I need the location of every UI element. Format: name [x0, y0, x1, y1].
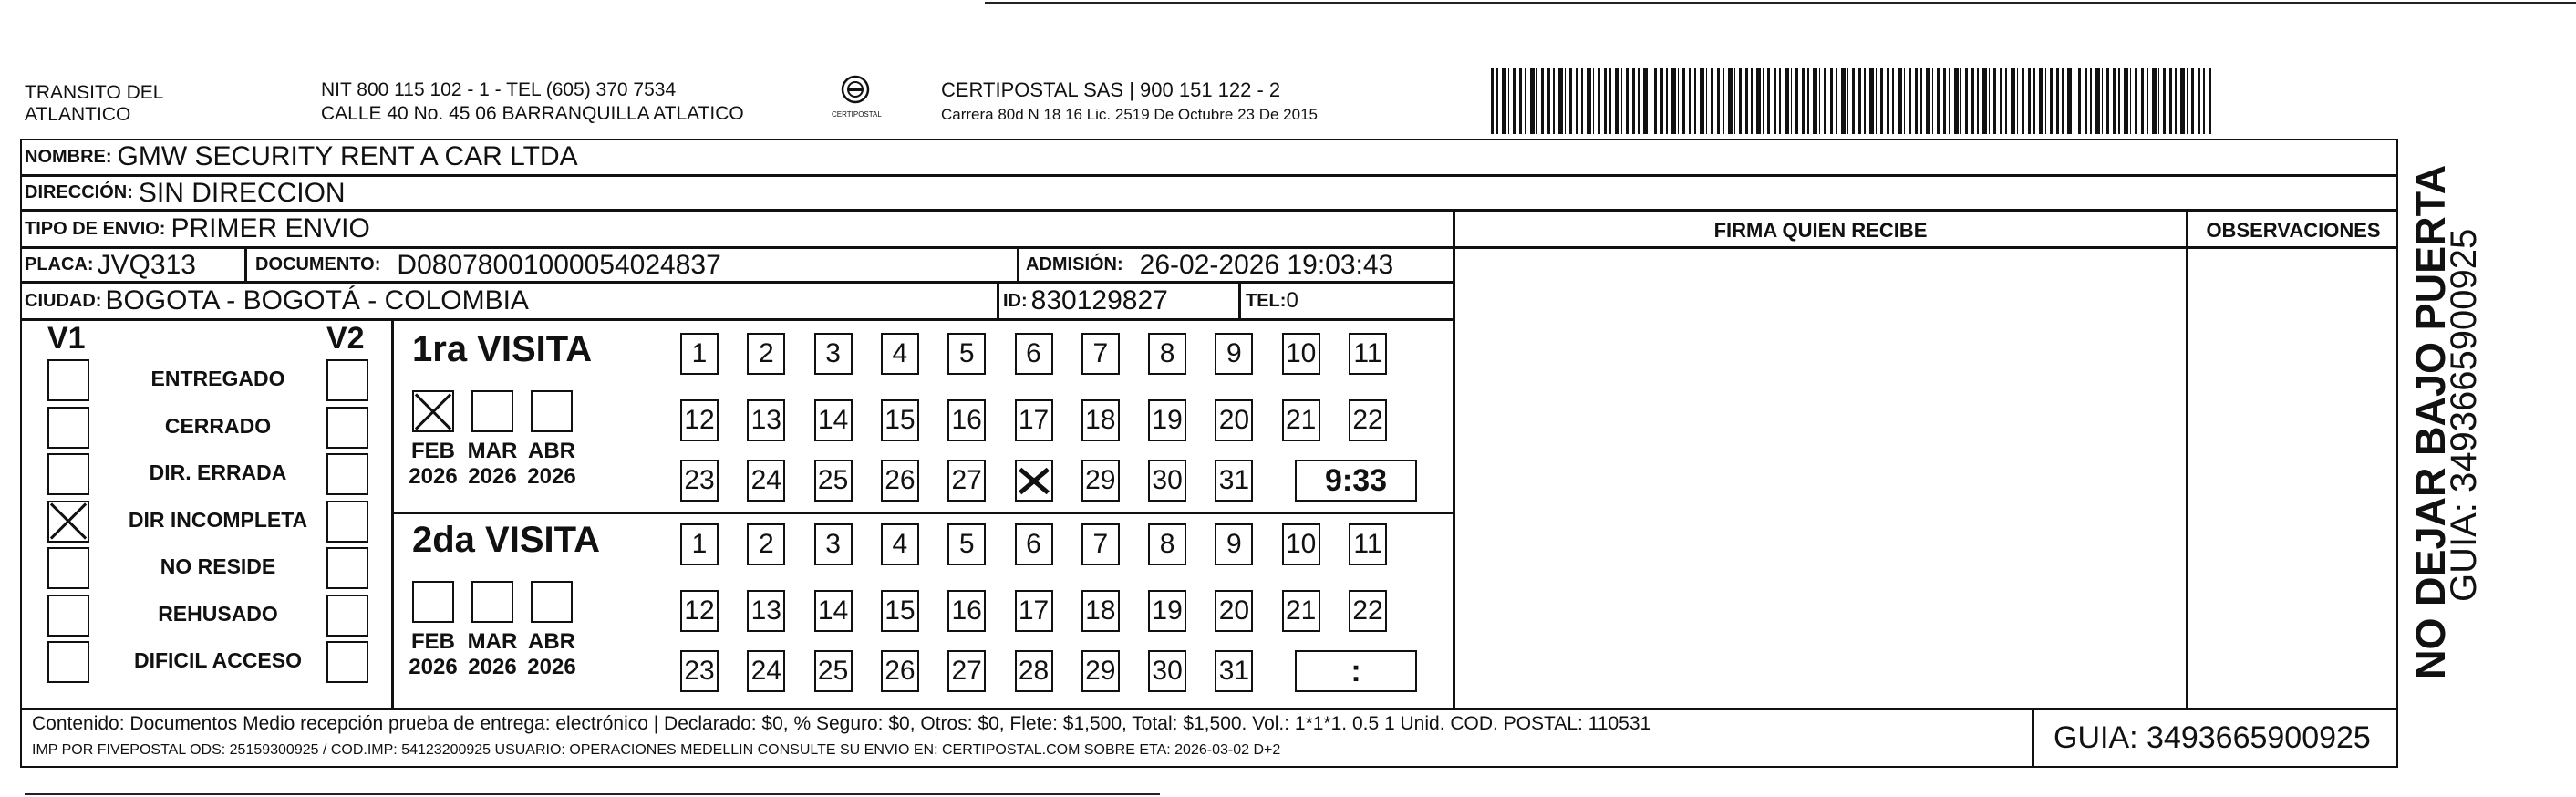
top-cut-line — [985, 2, 2576, 4]
v2-label: V2 — [326, 321, 365, 356]
admision-value: 26-02-2026 19:03:43 — [1139, 249, 1394, 280]
v2-checkbox-no-reside[interactable] — [326, 547, 368, 589]
v2-day-31[interactable]: 31 — [1215, 650, 1253, 692]
v2-month-label-mar — [460, 629, 524, 680]
vline-doc-adm — [1017, 246, 1019, 282]
tipo-value: PRIMER ENVIO — [171, 213, 370, 243]
v1-checkbox-entregado[interactable] — [47, 359, 89, 401]
v2-day-1[interactable]: 1 — [680, 523, 719, 565]
v1-day-15[interactable]: 15 — [881, 399, 919, 441]
v2-day-17[interactable]: 17 — [1015, 590, 1053, 632]
v1-month-box-abr[interactable] — [531, 390, 573, 432]
line-between-visits — [392, 512, 1454, 514]
visit1-title: 1ra VISITA — [412, 329, 593, 369]
v1-day-16[interactable]: 16 — [947, 399, 986, 441]
v2-month-year: 2026 — [527, 655, 576, 679]
v2-day-24[interactable]: 24 — [747, 650, 785, 692]
v2-day-7[interactable]: 7 — [1081, 523, 1120, 565]
placa-cell — [25, 248, 196, 282]
line-below-nombre — [20, 174, 2398, 177]
v2-day-9[interactable]: 9 — [1215, 523, 1253, 565]
v1-day-30[interactable]: 30 — [1148, 460, 1186, 502]
vline-firma-left — [1453, 209, 1455, 709]
v1-checkbox-cerrado[interactable] — [47, 407, 89, 449]
nombre-label: NOMBRE: — [25, 146, 112, 167]
status-label-rehusado: REHUSADO — [158, 601, 278, 626]
v2-day-2[interactable]: 2 — [747, 523, 785, 565]
logo-text: CERTIPOSTAL — [832, 110, 882, 119]
v2-month-box-feb[interactable] — [412, 581, 454, 623]
v2-day-4[interactable]: 4 — [881, 523, 919, 565]
v2-day-12[interactable]: 12 — [680, 590, 719, 632]
v2-day-19[interactable]: 19 — [1148, 590, 1186, 632]
v2-day-21[interactable]: 21 — [1282, 590, 1320, 632]
v2-month-year: 2026 — [468, 655, 517, 679]
v1-checkbox-rehusado[interactable] — [47, 595, 89, 637]
v2-day-14[interactable]: 14 — [814, 590, 853, 632]
v2-day-16[interactable]: 16 — [947, 590, 986, 632]
v1-day-25[interactable]: 25 — [814, 460, 853, 502]
v1-month-box-feb[interactable] — [412, 390, 454, 432]
tel-cell — [1246, 284, 1298, 318]
status-label-dir-errada: DIR. ERRADA — [149, 461, 287, 484]
admision-label: ADMISIÓN: — [1026, 254, 1123, 274]
status-label-dir-incompleta: DIR INCOMPLETA — [128, 507, 308, 532]
v1-checkbox-dir-errada[interactable] — [47, 453, 89, 495]
v1-label: V1 — [47, 321, 86, 356]
v1-month-label-feb — [401, 439, 465, 490]
v2-day-28[interactable]: 28 — [1015, 650, 1053, 692]
bottom-cut-line — [25, 793, 1160, 795]
line-below-direccion — [20, 209, 2398, 212]
v2-checkbox-cerrado[interactable] — [326, 407, 368, 449]
vline-placa-doc — [244, 246, 247, 282]
v1-day-12[interactable]: 12 — [680, 399, 719, 441]
v2-month-box-abr[interactable] — [531, 581, 573, 623]
org-contact — [321, 79, 744, 125]
status-label-entregado: ENTREGADO — [150, 367, 285, 390]
v2-checkbox-dificil-acceso[interactable] — [326, 641, 368, 683]
v1-day-5[interactable]: 5 — [947, 333, 986, 375]
v2-day-10[interactable]: 10 — [1282, 523, 1320, 565]
v1-time-box[interactable]: 9:33 — [1295, 460, 1417, 502]
ciudad-cell — [25, 284, 529, 318]
v1-day-3[interactable]: 3 — [814, 333, 853, 375]
v1-day-26[interactable]: 26 — [881, 460, 919, 502]
v2-month-box-mar[interactable] — [471, 581, 513, 623]
ciudad-value: BOGOTA - BOGOTÁ - COLOMBIA — [105, 285, 529, 316]
vline-obs-left — [2186, 209, 2188, 709]
certipostal-logo — [832, 75, 882, 122]
v1-day-7[interactable]: 7 — [1081, 333, 1120, 375]
v1-day-20[interactable]: 20 — [1215, 399, 1253, 441]
v1-month-label-abr — [520, 439, 584, 490]
side-guia: GUIA: 3493665900925 — [2444, 228, 2484, 602]
status-label-cerrado: CERRADO — [164, 413, 272, 438]
v1-day-29[interactable]: 29 — [1081, 460, 1120, 502]
line-above-footer — [20, 708, 2398, 710]
v1-day-19[interactable]: 19 — [1148, 399, 1186, 441]
id-label: ID: — [1003, 290, 1028, 311]
v2-day-30[interactable]: 30 — [1148, 650, 1186, 692]
direccion-label: DIRECCIÓN: — [25, 182, 133, 202]
v2-checkbox-rehusado[interactable] — [326, 595, 368, 637]
side-warning: NO DEJAR BAJO PUERTA — [2407, 164, 2454, 679]
v2-day-15[interactable]: 15 — [881, 590, 919, 632]
v1-month-name: MAR — [467, 439, 518, 463]
logo-icon — [837, 75, 874, 106]
tipo-row — [25, 212, 370, 246]
v2-day-5[interactable]: 5 — [947, 523, 986, 565]
v2-day-3[interactable]: 3 — [814, 523, 853, 565]
v1-day-14[interactable]: 14 — [814, 399, 853, 441]
v1-day-21[interactable]: 21 — [1282, 399, 1320, 441]
v1-day-17[interactable]: 17 — [1015, 399, 1053, 441]
documento-value: D08078001000054024837 — [397, 249, 721, 280]
tel-label: TEL: — [1246, 290, 1287, 311]
carrier-info — [941, 78, 1318, 124]
status-label-no-reside: NO RESIDE — [160, 554, 276, 578]
v1-day-18[interactable]: 18 — [1081, 399, 1120, 441]
v2-day-20[interactable]: 20 — [1215, 590, 1253, 632]
v2-day-6[interactable]: 6 — [1015, 523, 1053, 565]
v2-day-25[interactable]: 25 — [814, 650, 853, 692]
v2-month-label-abr — [520, 629, 584, 680]
id-cell — [1003, 284, 1168, 318]
v2-day-13[interactable]: 13 — [747, 590, 785, 632]
admision-cell — [1026, 248, 1393, 282]
direccion-value: SIN DIRECCION — [138, 177, 346, 208]
v1-day-23[interactable]: 23 — [680, 460, 719, 502]
v1-month-box-mar[interactable] — [471, 390, 513, 432]
tipo-label: TIPO DE ENVIO: — [25, 218, 166, 239]
v1-month-year: 2026 — [527, 464, 576, 489]
v1-day-11[interactable]: 11 — [1349, 333, 1387, 375]
v1-day-28[interactable] — [1015, 460, 1053, 502]
v1-day-22[interactable]: 22 — [1349, 399, 1387, 441]
org-name-line1: TRANSITO DEL — [25, 82, 164, 103]
v1-day-1[interactable]: 1 — [680, 333, 719, 375]
footer-imp: IMP POR FIVEPOSTAL ODS: 25159300925 / COD.IMP: 54123200925 USUARIO: OPERACIONES MEDELLIN CONSULTE SU ENVIO EN: CERTIPOSTAL.COM SOBRE ETA: 2026-03-02 D+2 — [32, 742, 1281, 758]
placa-value: JVQ313 — [97, 249, 196, 280]
v1-day-31[interactable]: 31 — [1215, 460, 1253, 502]
v2-day-18[interactable]: 18 — [1081, 590, 1120, 632]
v1-day-8[interactable]: 8 — [1148, 333, 1186, 375]
tel-value: 0 — [1286, 288, 1298, 313]
v1-day-10[interactable]: 10 — [1282, 333, 1320, 375]
footer-contenido: Contenido: Documentos Medio recepción prueba de entrega: electrónico | Declarado: $0, % Seguro: $0, Otros: $0, Flete: $1,500, Total: $1,500. Vol.: 1*1*1. 0.5 1 Unid. COD. POSTAL: 110531 — [32, 713, 1651, 734]
v1-month-name: ABR — [528, 439, 575, 463]
id-value: 830129827 — [1030, 285, 1168, 316]
status-label-dificil-acceso: DIFICIL ACCESO — [133, 648, 302, 672]
v1-checkbox-no-reside[interactable] — [47, 547, 89, 589]
v2-checkbox-dir-errada[interactable] — [326, 453, 368, 495]
org-name — [25, 82, 163, 126]
vline-footer-guia — [2032, 708, 2034, 768]
v2-day-27[interactable]: 27 — [947, 650, 986, 692]
visit2-title: 2da VISITA — [412, 520, 600, 560]
ciudad-label: CIUDAD: — [25, 290, 102, 311]
v1-day-13[interactable]: 13 — [747, 399, 785, 441]
v1-month-name: FEB — [411, 439, 455, 463]
org-name-line2: ATLANTICO — [25, 104, 131, 125]
address-line: CALLE 40 No. 45 06 BARRANQUILLA ATLATICO — [321, 103, 744, 124]
documento-cell — [255, 248, 721, 282]
v1-day-27[interactable]: 27 — [947, 460, 986, 502]
barcode — [1491, 68, 2211, 134]
v2-day-23[interactable]: 23 — [680, 650, 719, 692]
firma-header: FIRMA QUIEN RECIBE — [1713, 219, 1928, 242]
observaciones-area[interactable] — [2189, 249, 2397, 707]
v2-day-11[interactable]: 11 — [1349, 523, 1387, 565]
nombre-row — [25, 140, 578, 174]
v1-month-year: 2026 — [409, 464, 458, 489]
v2-month-label-feb — [401, 629, 465, 680]
v1-checkbox-dificil-acceso[interactable] — [47, 641, 89, 683]
observaciones-header: OBSERVACIONES — [2206, 219, 2381, 242]
carrier-line2: Carrera 80d N 18 16 Lic. 2519 De Octubre 23 De 2015 — [941, 106, 1318, 123]
v1-day-4[interactable]: 4 — [881, 333, 919, 375]
direccion-row — [25, 176, 346, 210]
v2-month-year: 2026 — [409, 655, 458, 679]
v1-checkbox-dir-incompleta[interactable] — [47, 501, 89, 543]
v1-day-9[interactable]: 9 — [1215, 333, 1253, 375]
v2-month-name: ABR — [528, 629, 575, 654]
v2-month-name: FEB — [411, 629, 455, 654]
v2-month-name: MAR — [467, 629, 518, 654]
v2-time-box[interactable]: : — [1295, 650, 1417, 692]
firma-area[interactable] — [1456, 249, 2184, 707]
v2-checkbox-entregado[interactable] — [326, 359, 368, 401]
v1-day-6[interactable]: 6 — [1015, 333, 1053, 375]
v1-day-24[interactable]: 24 — [747, 460, 785, 502]
vline-id-tel — [1238, 281, 1241, 319]
v1-day-2[interactable]: 2 — [747, 333, 785, 375]
nit-line: NIT 800 115 102 - 1 - TEL (605) 370 7534 — [321, 79, 677, 100]
documento-label: DOCUMENTO: — [255, 254, 381, 274]
carrier-line1: CERTIPOSTAL SAS | 900 151 122 - 2 — [941, 78, 1281, 101]
v2-day-29[interactable]: 29 — [1081, 650, 1120, 692]
v2-day-8[interactable]: 8 — [1148, 523, 1186, 565]
v2-day-22[interactable]: 22 — [1349, 590, 1387, 632]
v1-month-label-mar — [460, 439, 524, 490]
v2-checkbox-dir-incompleta[interactable] — [326, 501, 368, 543]
vline-city-id — [997, 281, 999, 319]
v1-month-year: 2026 — [468, 464, 517, 489]
v2-day-26[interactable]: 26 — [881, 650, 919, 692]
vline-visits-left — [391, 318, 394, 709]
nombre-value: GMW SECURITY RENT A CAR LTDA — [117, 141, 578, 171]
footer-guia: GUIA: 3493665900925 — [2054, 720, 2371, 755]
placa-label: PLACA: — [25, 254, 94, 274]
